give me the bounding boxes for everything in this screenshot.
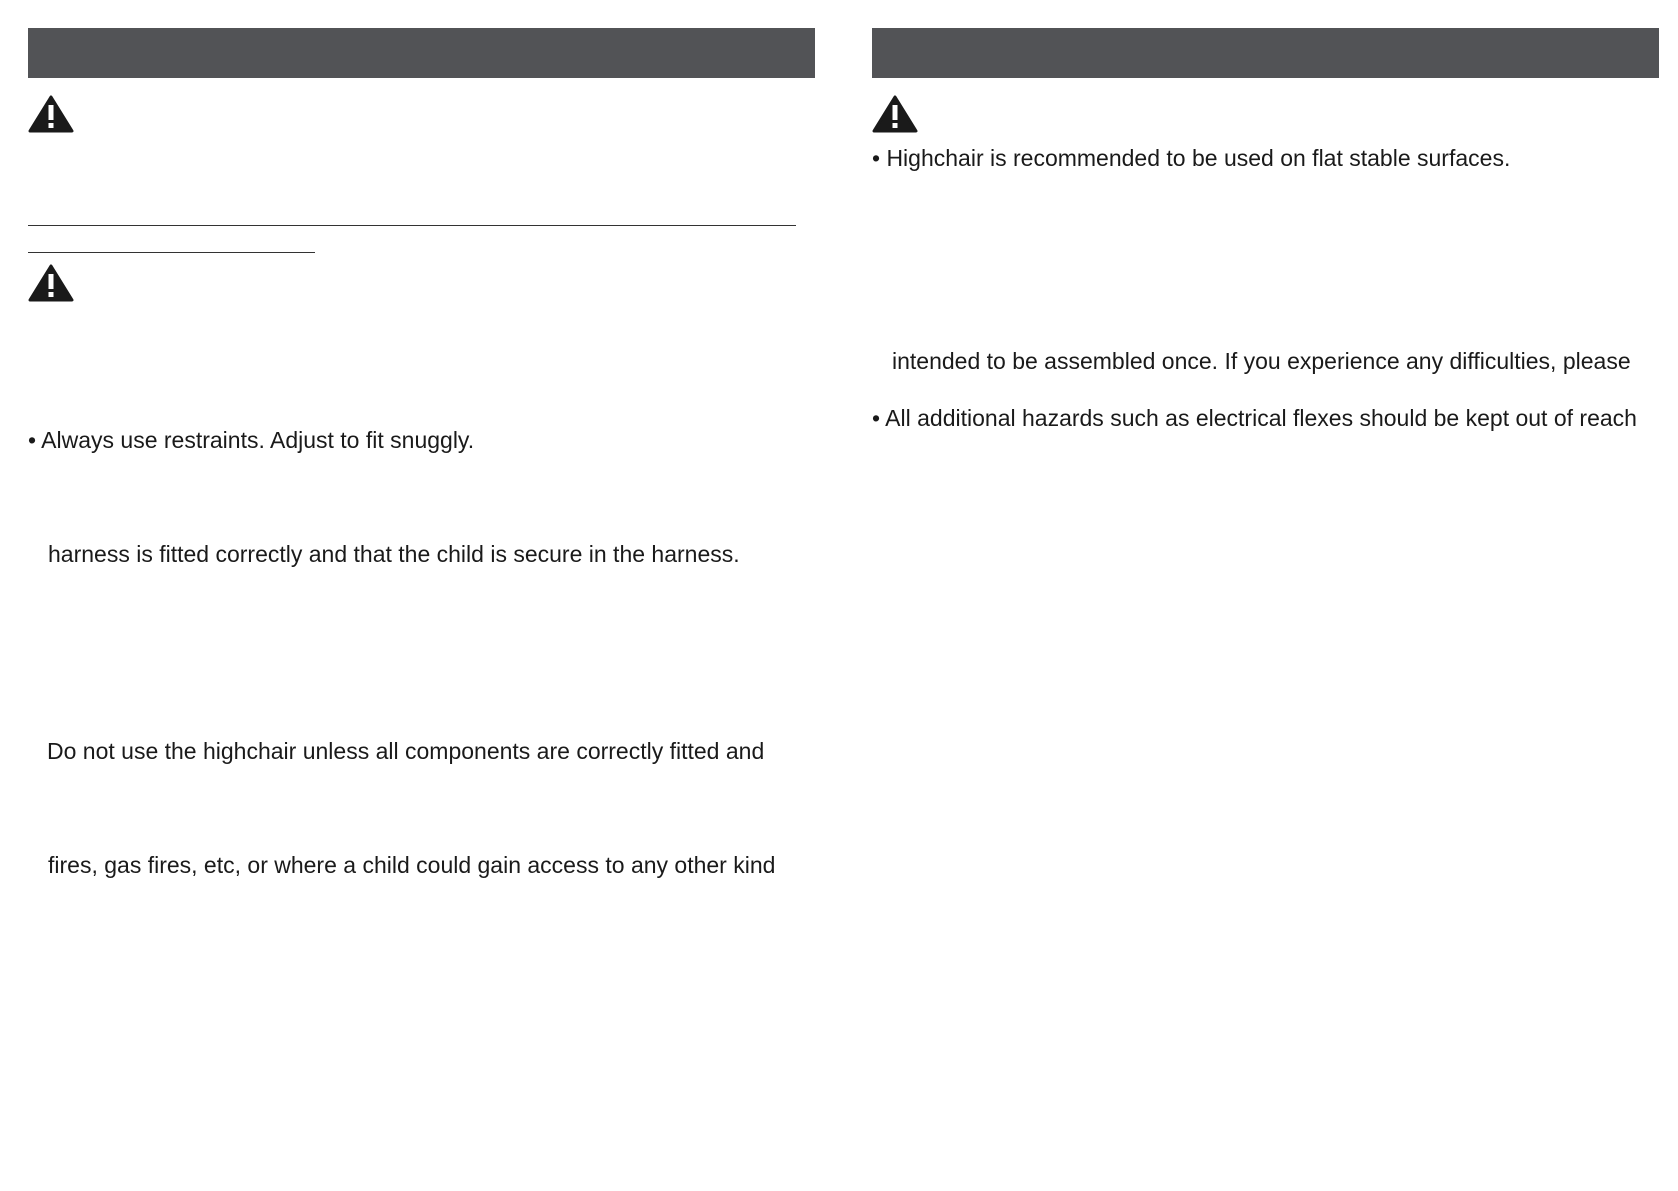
left-text-line: Do not use the highchair unless all components are correctly fitted and bbox=[47, 738, 765, 764]
warning-triangle-icon bbox=[872, 95, 918, 133]
right-text-line: intended to be assembled once. If you experience any difficulties, please bbox=[892, 348, 1631, 374]
divider-rule-long bbox=[28, 225, 796, 226]
header-bar-right bbox=[872, 28, 1659, 78]
left-text-line: fires, gas fires, etc, or where a child could gain access to any other kind bbox=[48, 852, 776, 878]
warning-triangle-icon bbox=[28, 264, 74, 302]
warning-triangle-icon bbox=[28, 95, 74, 133]
right-text-line: • All additional hazards such as electrical flexes should be kept out of reach bbox=[872, 405, 1637, 431]
right-text-line: • Highchair is recommended to be used on flat stable surfaces. bbox=[872, 145, 1511, 171]
divider-rule-short bbox=[28, 252, 315, 253]
left-text-line: • Always use restraints. Adjust to fit snuggly. bbox=[28, 427, 475, 453]
header-bar-left bbox=[28, 28, 815, 78]
left-text-line: harness is fitted correctly and that the child is secure in the harness. bbox=[48, 541, 740, 567]
